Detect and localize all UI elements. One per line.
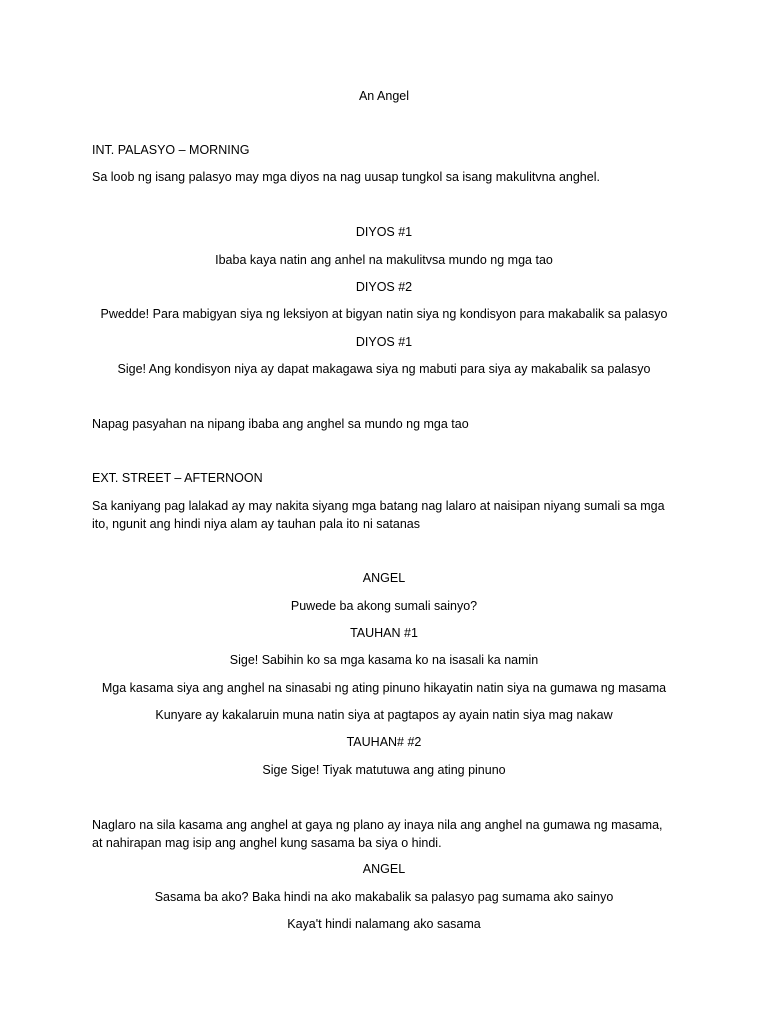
character-name: ANGEL xyxy=(362,862,406,876)
action-text: Sa kaniyang pag lalakad ay may nakita siyang mga batang nag lalaro at naisipan niyang sumali sa mga ito, ngunit ang hindi niya alam ay tauhan pala ito ni satanas xyxy=(92,499,665,531)
character-name: ANGEL xyxy=(362,571,406,585)
dialogue-line: Puwede ba akong sumali sainyo? xyxy=(290,599,478,613)
dialogue-line: Sige! Ang kondisyon niya ay dapat makagawa siya ng mabuti para siya ay makabalik sa palasyo xyxy=(117,362,651,376)
dialogue-line: Kaya't hindi nalamang ako sasama xyxy=(287,917,481,931)
character-name: DIYOS #1 xyxy=(355,225,413,239)
character-name: TAUHAN #1 xyxy=(350,626,418,640)
dialogue-line: Sige! Sabihin ko sa mga kasama ko na isasali ka namin xyxy=(229,653,539,667)
scene-heading: INT. PALASYO – MORNING xyxy=(92,143,250,157)
action-text: Naglaro na sila kasama ang anghel at gaya ng plano ay inaya nila ang anghel na gumawa ng masama, at nahirapan mag isip ang anghel kung sasama ba siya o hindi. xyxy=(92,818,663,850)
dialogue-line: Mga kasama siya ang anghel na sinasabi ng ating pinuno hikayatin natin siya na gumawa ng masama xyxy=(101,681,667,695)
dialogue-line: Sige Sige! Tiyak matutuwa ang ating pinuno xyxy=(262,763,506,777)
dialogue-line: Kunyare ay kakalaruin muna natin siya at pagtapos ay ayain natin siya mag nakaw xyxy=(155,708,613,722)
character-name: DIYOS #2 xyxy=(355,280,413,294)
action-text: Napag pasyahan na nipang ibaba ang anghel sa mundo ng mga tao xyxy=(92,417,469,431)
character-name: TAUHAN# #2 xyxy=(346,735,422,749)
dialogue-line: Ibaba kaya natin ang anhel na makulitvsa mundo ng mga tao xyxy=(215,253,553,267)
character-name: DIYOS #1 xyxy=(355,335,413,349)
action-text: Sa loob ng isang palasyo may mga diyos na nag uusap tungkol sa isang makulitvna anghel. xyxy=(92,170,600,184)
document-title: An Angel xyxy=(358,89,410,103)
dialogue-line: Pwedde! Para mabigyan siya ng leksiyon at bigyan natin siya ng kondisyon para makabalik sa palasyo xyxy=(100,307,668,321)
dialogue-line: Sasama ba ako? Baka hindi na ako makabalik sa palasyo pag sumama ako sainyo xyxy=(154,890,614,904)
scene-heading: EXT. STREET – AFTERNOON xyxy=(92,471,263,485)
